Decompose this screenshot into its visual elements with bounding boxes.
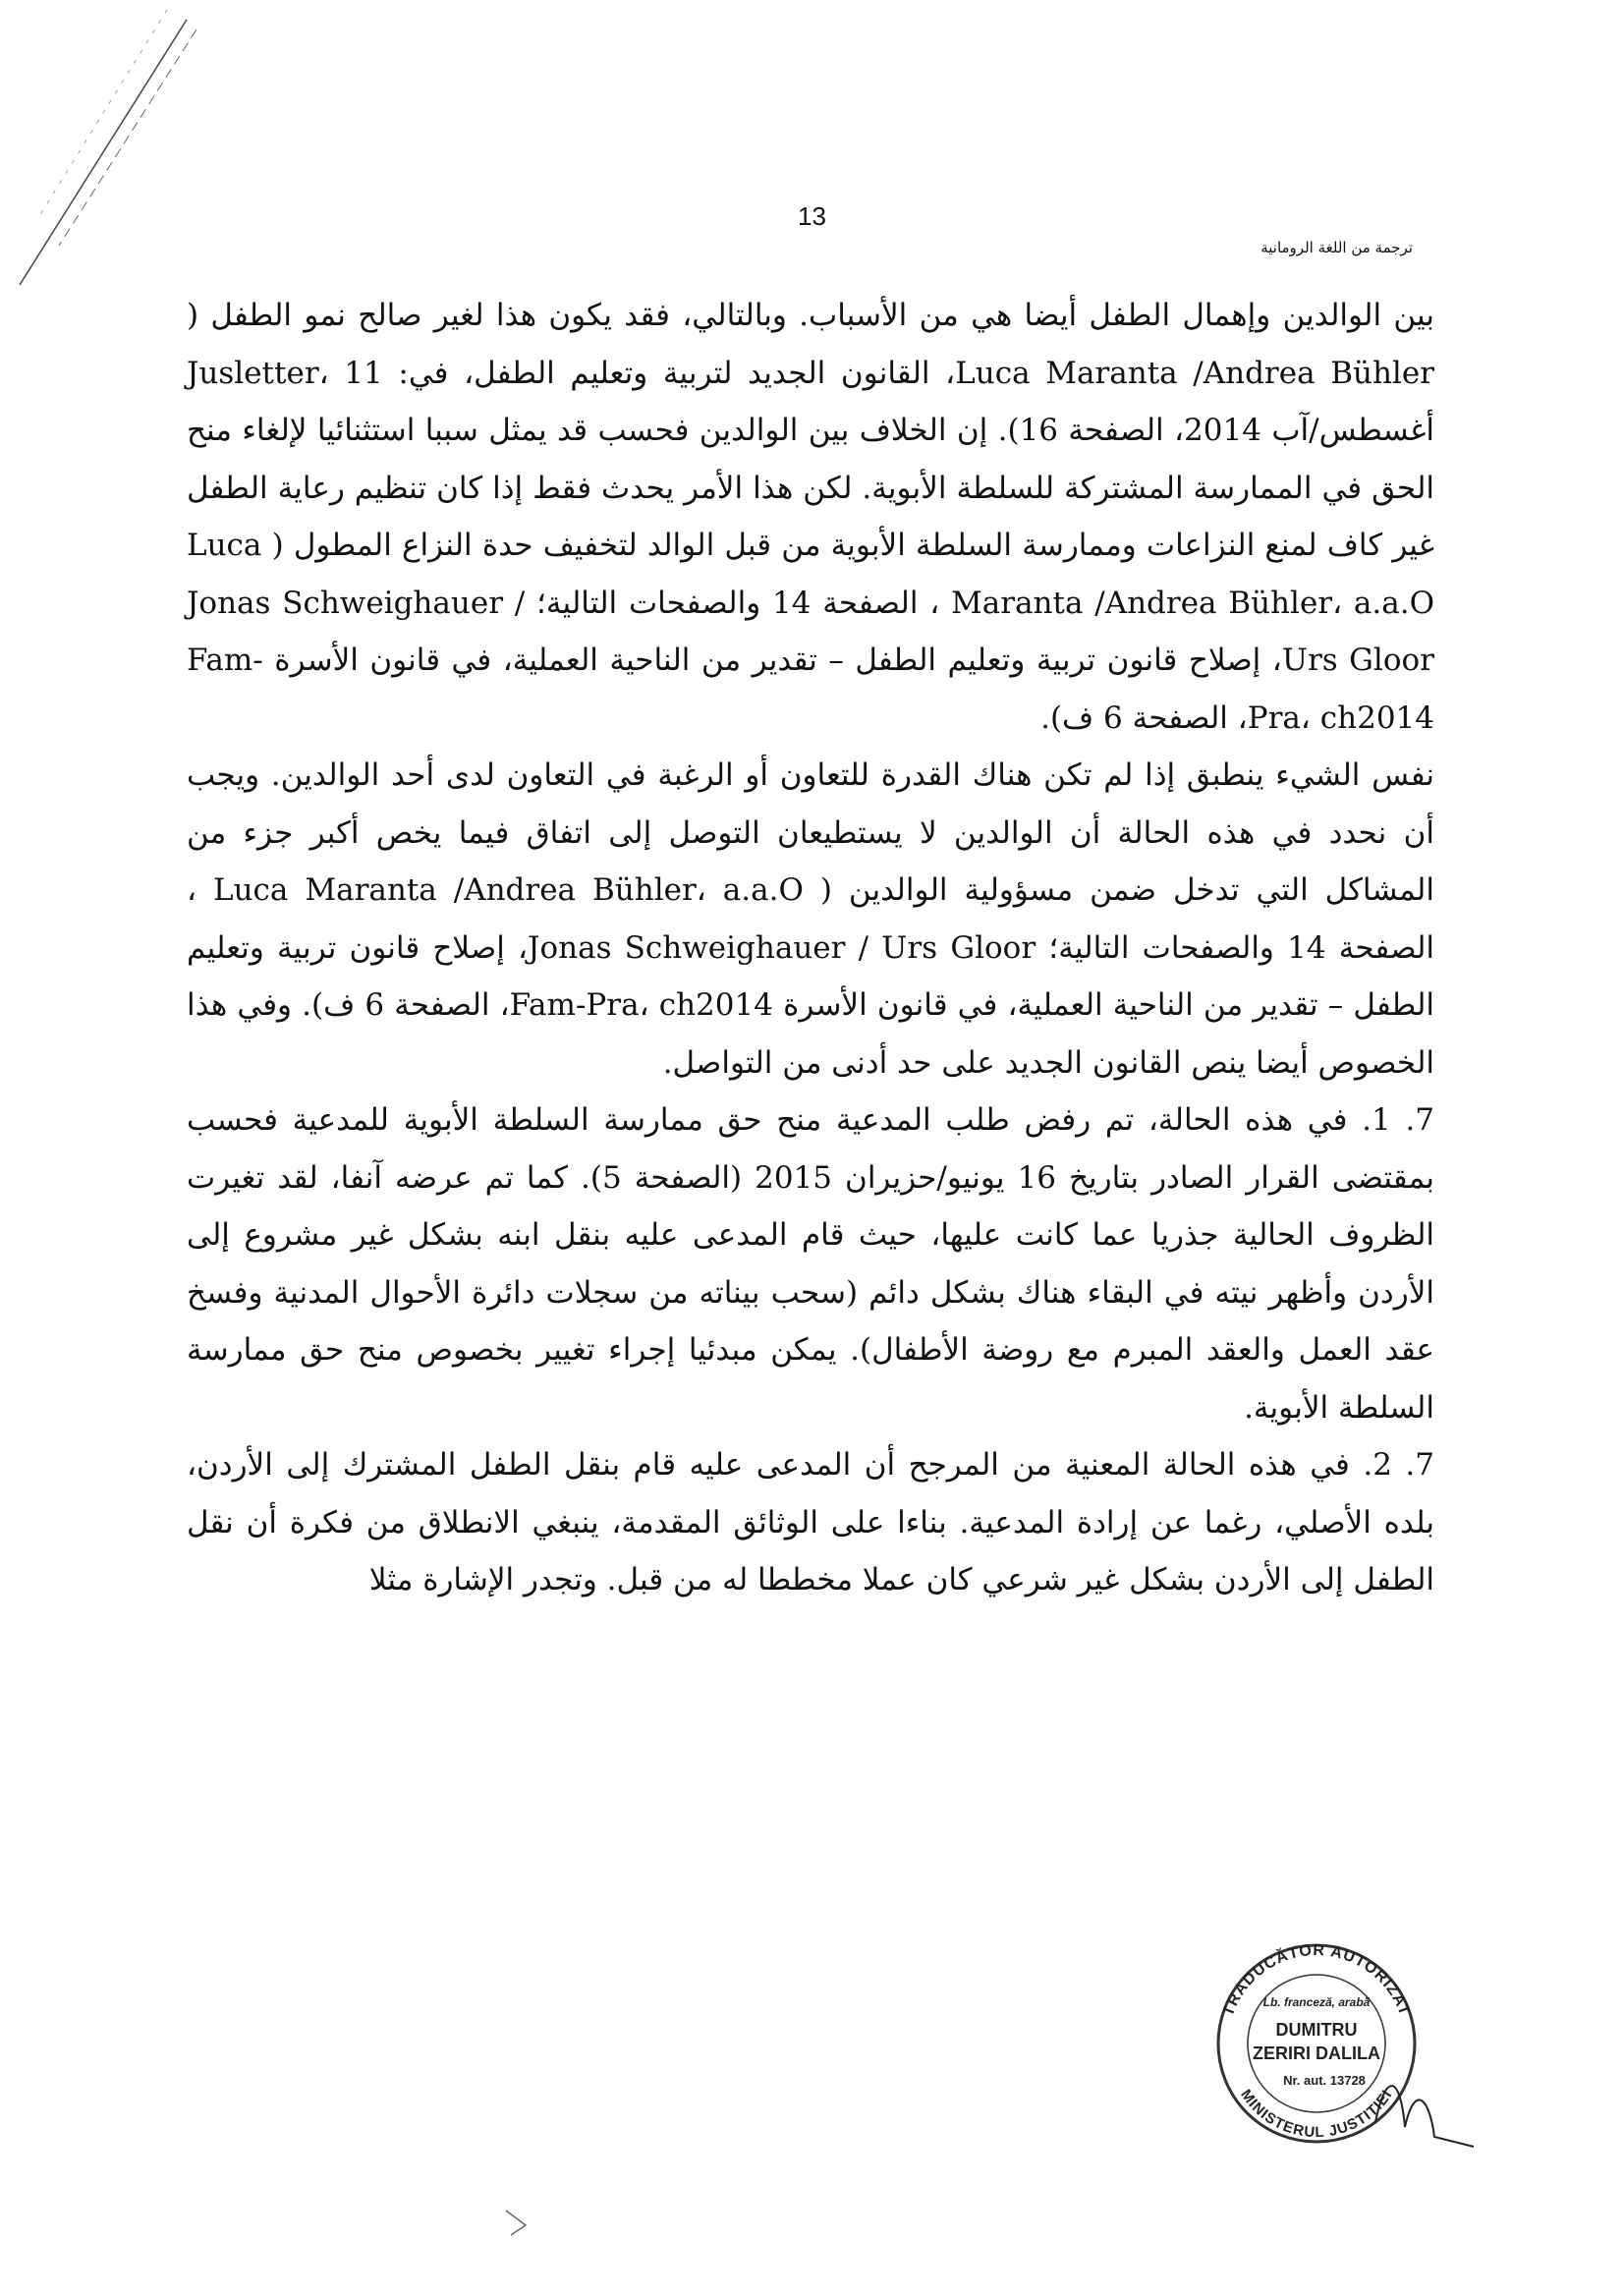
document-body: [187, 287, 1434, 1609]
corner-pen-marks: [0, 0, 216, 295]
stamp-top-text: TRADUCĂTOR AUTORIZAT: [1219, 1941, 1414, 2019]
stamp-name-2: ZERIRI DALILA: [1253, 2044, 1380, 2063]
paragraph: 7. 1. في هذه الحالة، تم رفض طلب المدعية منح حق ممارسة السلطة الأبوية للمدعية فحسب بمقتضى القرار الصادر بتاريخ 16 يونيو/حزيران 2015 (الصفحة 5). كما تم عرضه آنفا، لقد تغيرت الظروف الحالية جذريا عما كانت عليها، حيث قام المدعى عليه بنقل ابنه بشكل غير مشروع إلى الأردن وأظهر نيته في البقاء هناك بشكل دائم (سحب بيناته من سجلات دائرة الأحوال المدنية وفسخ عقد العمل والعقد المبرم مع روضة الأطفال). يمكن مبدئيا إجراء تغيير بخصوص منح حق ممارسة السلطة الأبوية.: [187, 1102, 1435, 1426]
stamp-number: Nr. aut. 13728: [1283, 2073, 1366, 2088]
stamp-name-1: DUMITRU: [1275, 2020, 1358, 2040]
stamp-bottom-text: MINISTERUL JUSTIȚIEI: [1237, 2086, 1396, 2142]
paragraph: نفس الشيء ينطبق إذا لم تكن هناك القدرة للتعاون أو الرغبة في التعاون لدى أحد الوالدين. ويجب أن نحدد في هذه الحالة أن الوالدين لا يستطيعان التوصل إلى اتفاق فيما يخص أكبر جزء من المشاكل التي تدخل ضمن مسؤولية الوالدين ( Luca Maranta /Andrea Bühler، a.a.O ، الصفحة 14 والصفحات التالية؛ Jonas Schweighauer / Urs Gloor، إصلاح قانون تربية وتعليم الطفل – تقدير من الناحية العملية، في قانون الأسرة Fam-Pra، ch2014، الصفحة 6 ف). وفي هذا الخصوص أيضا ينص القانون الجديد على حد أدنى من التواصل.: [187, 757, 1435, 1081]
page-number: 13: [798, 201, 826, 231]
translation-note: ترجمة من اللغة الرومانية: [1260, 239, 1413, 256]
translator-stamp: [1189, 1926, 1484, 2161]
svg-text:MINISTERUL JUSTIȚIEI: [1237, 2087, 1396, 2141]
stray-mark: [491, 2206, 550, 2245]
paragraph: بين الوالدين وإهمال الطفل أيضا هي من الأسباب. وبالتالي، فقد يكون هذا لغير صالح نمو الطفل ( Luca Maranta /Andrea Bühler، القانون الجديد لتربية وتعليم الطفل، في: Jusletter، 11 أغسطس/آب 2014، الصفحة 16). إن الخلاف بين الوالدين فحسب قد يمثل سببا استثنائيا لإلغاء منح الحق في الممارسة المشتركة للسلطة الأبوية. لكن هذا الأمر يحدث فقط إذا كان تنظيم رعاية الطفل غير كاف لمنع النزاعات وممارسة السلطة الأبوية من قبل الوالد لتخفيف حدة النزاع المطول ( Luca Maranta /Andrea Bühler، a.a.O ، الصفحة 14 والصفحات التالية؛ Jonas Schweighauer / Urs Gloor، إصلاح قانون تربية وتعليم الطفل – تقدير من الناحية العملية، في قانون الأسرة Fam-Pra، ch2014، الصفحة 6 ف).: [187, 298, 1435, 736]
stamp-languages: Lb. franceză, arabă: [1262, 1995, 1371, 2009]
paragraph: 7. 2. في هذه الحالة المعنية من المرجح أن المدعى عليه قام بنقل الطفل المشترك إلى الأردن، بلده الأصلي، رغما عن إرادة المدعية. بناءا على الوثائق المقدمة، ينبغي الانطلاق من فكرة أن نقل الطفل إلى الأردن بشكل غير شرعي كان عملا مخططا له من قبل. وتجدر الإشارة مثلا: [187, 1447, 1434, 1597]
